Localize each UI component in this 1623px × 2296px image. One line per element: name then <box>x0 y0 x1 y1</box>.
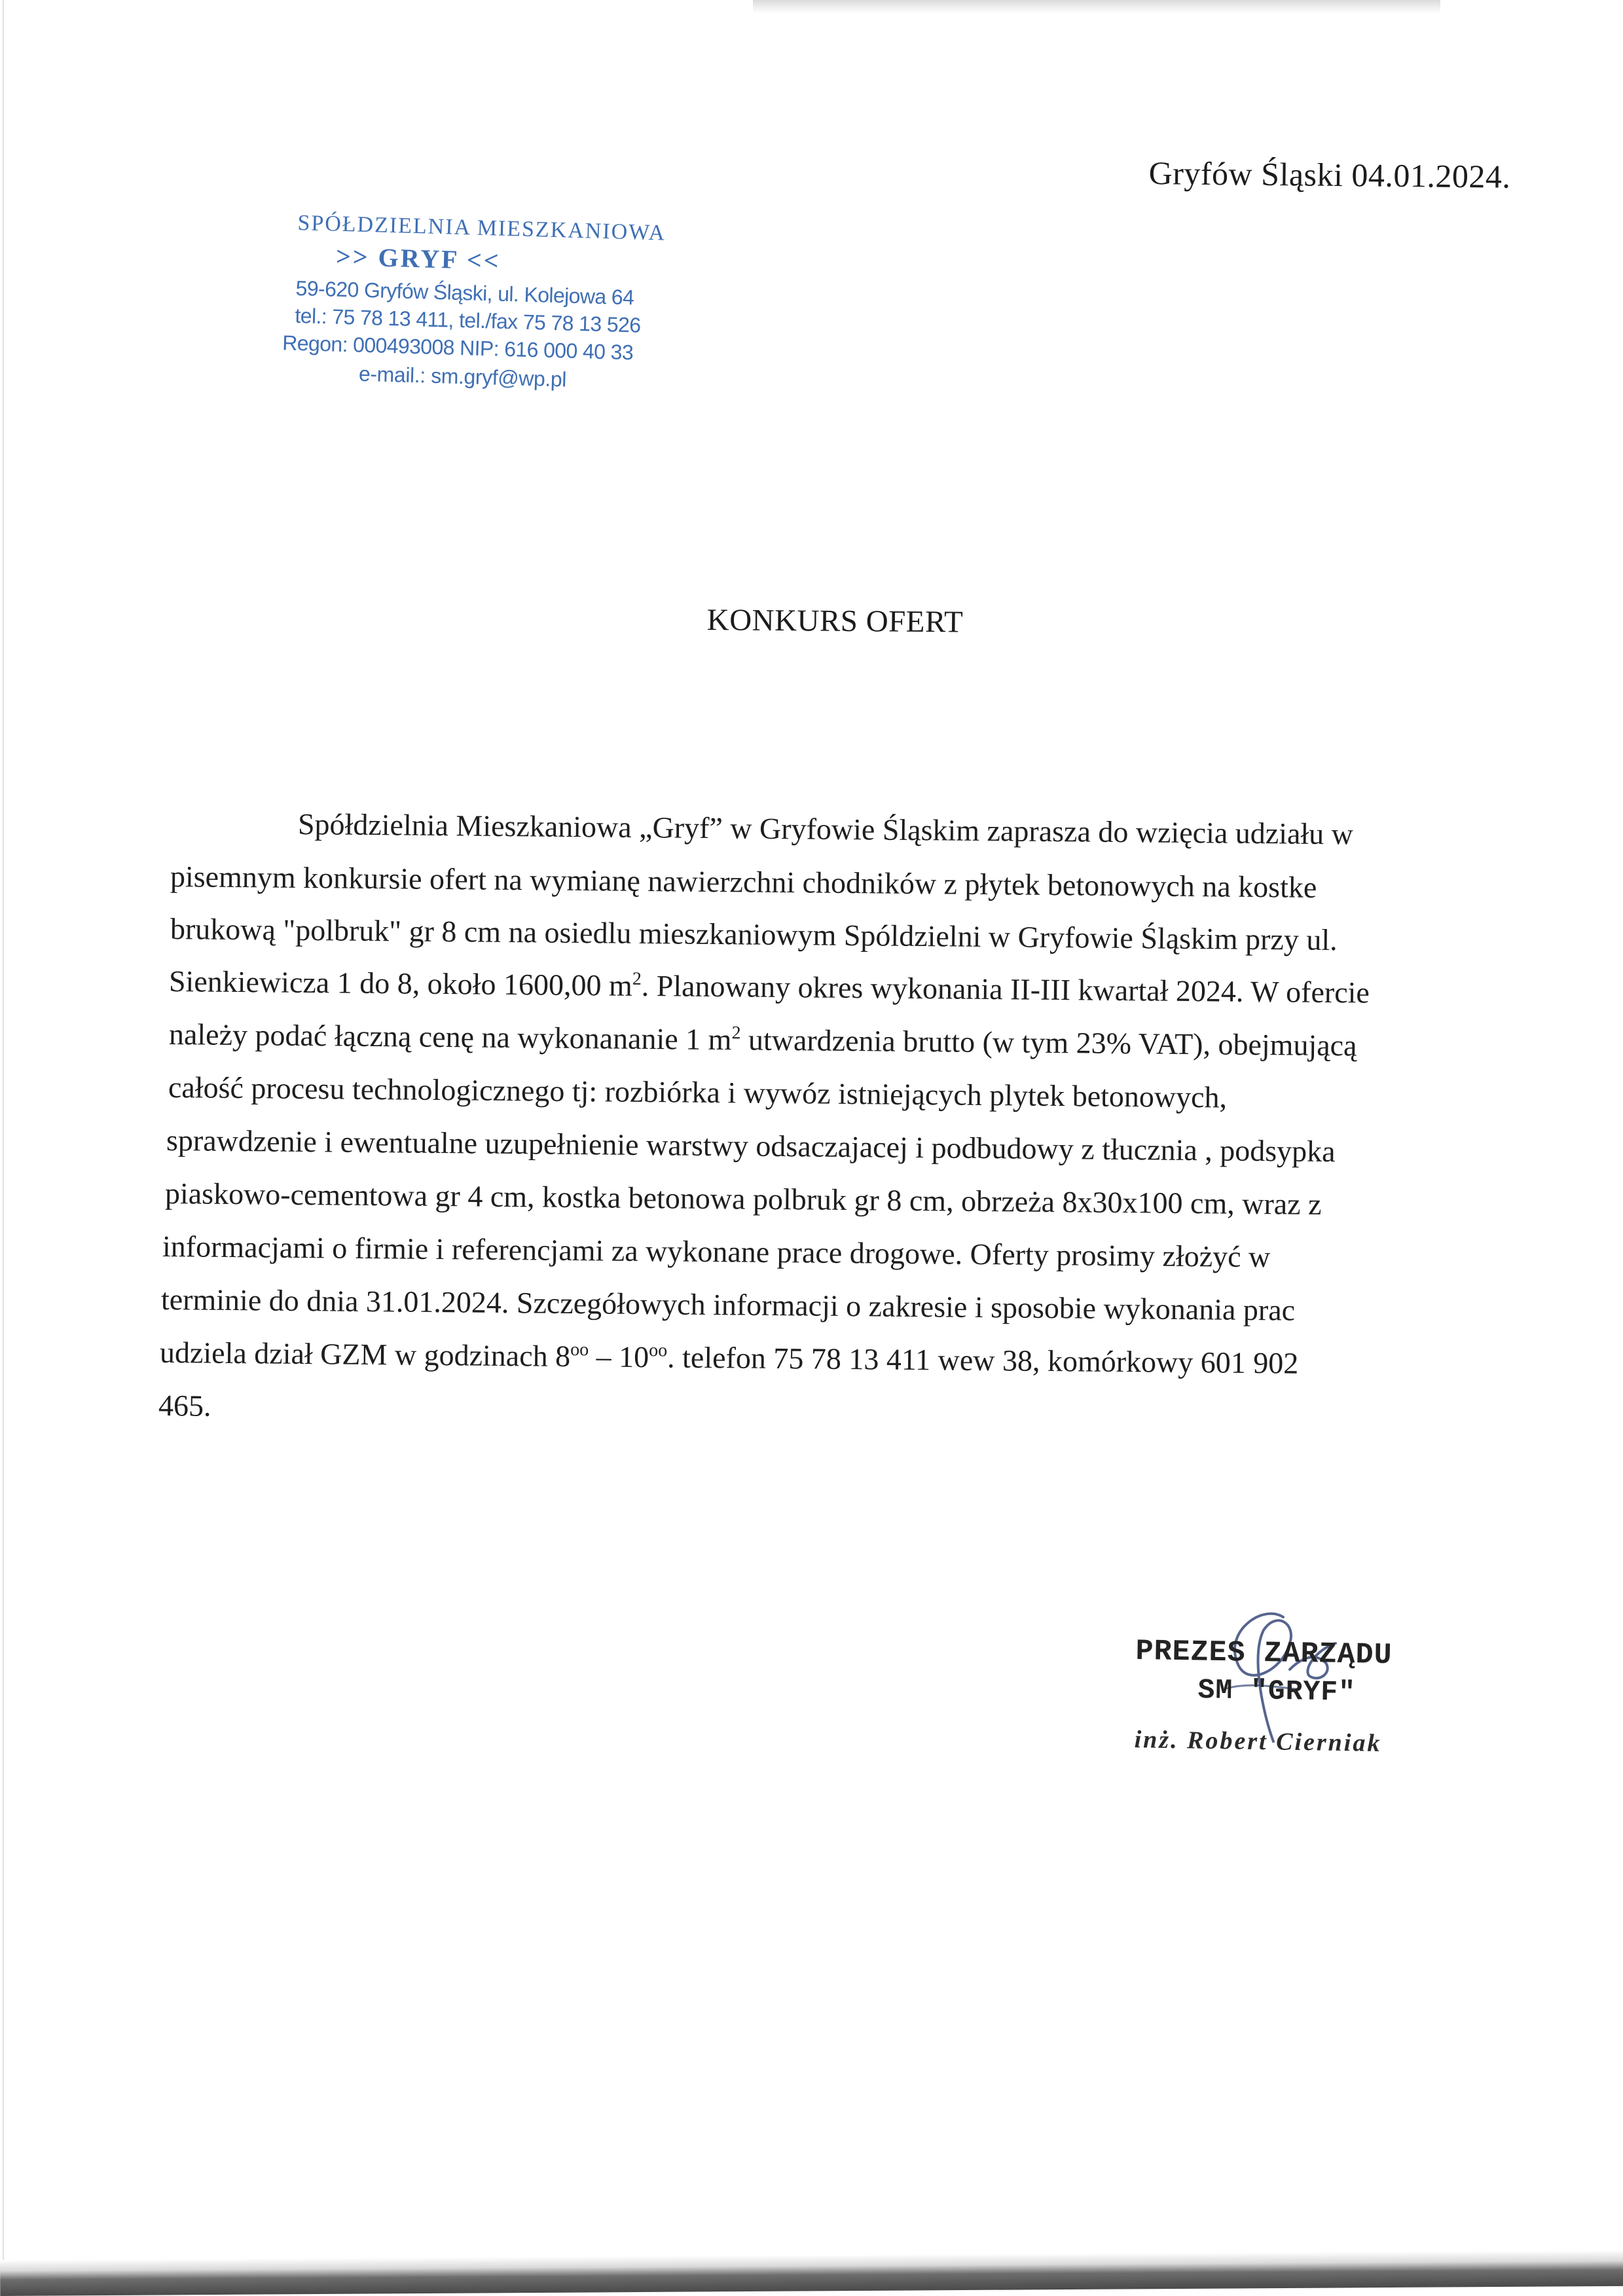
body-text-run: . telefon 75 78 13 411 wew 38, komórkowy 601 902 <box>666 1340 1299 1380</box>
body-line: piaskowo-cementowa gr 4 cm, kostka betonowa polbruk gr 8 cm, obrzeża 8x30x100 cm, wraz z <box>164 1176 1322 1221</box>
body-text-run: utwardzenia brutto (w tym 23% VAT), obejmującą <box>740 1023 1357 1063</box>
superscript: oo <box>570 1339 589 1360</box>
signature-organization: SM "GRYF" <box>1197 1674 1357 1709</box>
body-line <box>160 1335 1299 1381</box>
body-text-run: należy podać łączną cenę na wykonananie 1 m <box>168 1017 732 1057</box>
stamp-phones: tel.: 75 78 13 411, tel./fax 75 78 13 526 <box>295 303 641 337</box>
body-line: sprawdzenie i ewentualne uzupełnienie warstwy odsaczajacej i podbudowy z tłucznia , podsypka <box>166 1123 1336 1169</box>
body-text-run: Sienkiewicza 1 do 8, około 1600,00 m <box>168 964 633 1002</box>
stamp-registry: Regon: 000493008 NIP: 616 000 40 33 <box>282 331 634 365</box>
body-line <box>169 1017 1357 1063</box>
body-line: brukową "polbruk" gr 8 cm na osiedlu mieszkaniowym Spóldzielni w Gryfowie Śląskim przy ul. <box>170 912 1338 957</box>
stamp-name: SPÓŁDZIELNIA MIESZKANIOWA <box>297 211 666 246</box>
signatory-name: inż. Robert Cierniak <box>1134 1725 1382 1757</box>
letter-date: Gryfów Śląski 04.01.2024. <box>1148 154 1511 195</box>
scan-edge-top <box>753 0 1440 13</box>
body-line: całość procesu technologicznego tj: rozbiórka i wywóz istniejących plytek betonowych, <box>168 1070 1228 1114</box>
body-text-run: udziela dział GZM w godzinach 8 <box>159 1336 571 1374</box>
superscript: 2 <box>632 968 642 989</box>
body-text-run: – 10 <box>588 1339 649 1374</box>
body-line: pisemnym konkursie ofert na wymianę nawierzchni chodników z płytek betonowych na kostke <box>170 860 1317 904</box>
document-title: KONKURS OFERT <box>706 602 964 640</box>
superscript: 2 <box>731 1023 741 1044</box>
body-line: 465. <box>158 1389 211 1423</box>
scan-edge-left <box>3 0 5 2296</box>
signature-title: PREZES ZARZĄDU <box>1135 1635 1393 1673</box>
scan-edge-bottom <box>0 2250 1623 2296</box>
superscript: oo <box>649 1340 668 1361</box>
body-line: informacjami o firmie i referencjami za wykonane prace drogowe. Oferty prosimy złożyć w <box>162 1230 1271 1274</box>
body-line: terminie do dnia 31.01.2024. Szczegółowych informacji o zakresie i sposobie wykonania prac <box>160 1283 1296 1327</box>
stamp-email: e-mail.: sm.gryf@wp.pl <box>358 361 567 392</box>
stamp-gryf: >> GRYF << <box>335 241 501 276</box>
body-line <box>169 964 1370 1010</box>
stamp-address: 59-620 Gryfów Śląski, ul. Kolejowa 64 <box>295 276 634 310</box>
body-line: Spółdzielnia Mieszkaniowa „Gryf” w Gryfowie Śląskim zaprasza do wzięcia udziału w <box>297 807 1354 851</box>
body-text-run: . Planowany okres wykonania II-III kwartał 2024. W ofercie <box>641 968 1370 1010</box>
